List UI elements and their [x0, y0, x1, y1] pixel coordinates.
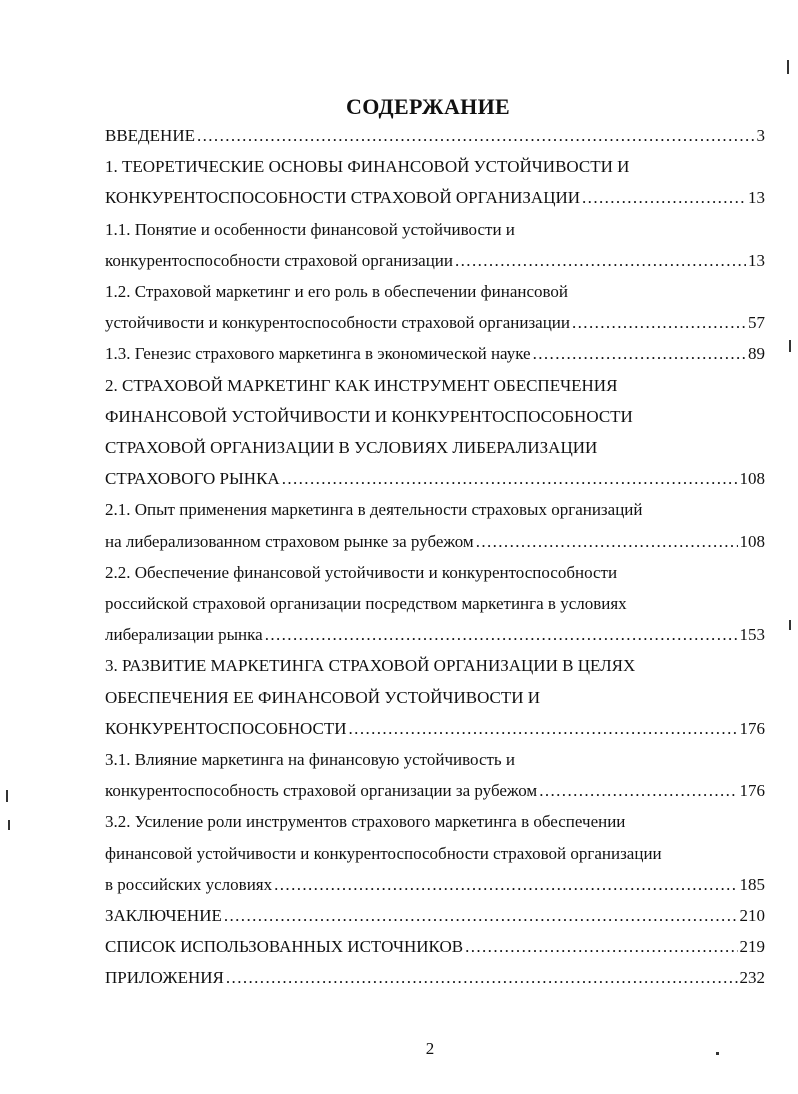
toc-entry-line [105, 843, 662, 865]
dot-leader [582, 187, 746, 209]
toc-entry-text: 3.2. Усиление роли инструментов страхового маркетинга в обеспечении [105, 812, 626, 832]
toc-page-number: 89 [748, 344, 765, 364]
toc-entry-line [105, 281, 568, 303]
toc-entry [105, 531, 765, 553]
toc-page-number: 108 [739, 531, 765, 551]
toc-entry-text: российской страховой организации посредством маркетинга в условиях [105, 594, 627, 613]
scan-speck [716, 1052, 719, 1055]
toc-entry-line [105, 811, 625, 833]
toc-entry [105, 967, 765, 989]
toc-entry-text: финансовой устойчивости и конкурентоспособности страховой организации [105, 843, 662, 863]
toc-entry-line [105, 437, 597, 459]
toc-entry-text: конкурентоспособность страховой организации за рубежом [105, 781, 538, 801]
dot-leader [476, 531, 738, 553]
toc-page-number: 185 [739, 874, 765, 894]
scan-speck [789, 340, 791, 352]
toc-entry-text: КОНКУРЕНТОСПОСОБНОСТИ СТРАХОВОЙ ОРГАНИЗАЦИИ [105, 188, 581, 208]
toc-entry-line [105, 687, 540, 709]
dot-leader [274, 874, 737, 896]
toc-entry-line [105, 562, 617, 584]
toc-entry [105, 874, 765, 896]
toc-entry [105, 312, 765, 334]
toc-entry [105, 125, 765, 147]
toc-entry-text: 1.2. Страховой маркетинг и его роль в обеспечении финансовой [105, 282, 569, 301]
toc-page-number: 153 [739, 625, 765, 645]
toc-entry-text: устойчивости и конкурентоспособности страховой организации [105, 313, 570, 333]
toc-entry-line [105, 406, 633, 428]
toc-entry-text: 2.1. Опыт применения маркетинга в деятельности страховых организаций [105, 500, 643, 520]
toc-entry-line [105, 156, 629, 178]
dot-leader [226, 967, 738, 989]
scan-speck [787, 60, 789, 74]
toc-entry [105, 250, 765, 272]
toc-page-number: 57 [748, 313, 765, 333]
toc-entry-text: ПРИЛОЖЕНИЯ [105, 968, 224, 988]
toc-entry [105, 187, 765, 209]
toc-entry-text: 2. СТРАХОВОЙ МАРКЕТИНГ КАК ИНСТРУМЕНТ ОБЕСПЕЧЕНИЯ [105, 375, 618, 395]
scan-speck [6, 790, 8, 802]
toc-page-number: 232 [739, 968, 765, 988]
toc-entry-text: либерализации рынка [105, 625, 263, 645]
dot-leader [197, 125, 755, 147]
toc-entry-text: 1.3. Генезис страхового маркетинга в экономической науке [105, 344, 531, 364]
toc-entry-line [105, 375, 617, 397]
dot-leader [455, 250, 746, 272]
toc-entry-text: 3. РАЗВИТИЕ МАРКЕТИНГА СТРАХОВОЙ ОРГАНИЗАЦИИ В ЦЕЛЯХ [105, 656, 636, 676]
toc-entry [105, 936, 765, 958]
dot-leader [282, 468, 738, 490]
toc-entry-text: СТРАХОВОЙ ОРГАНИЗАЦИИ В УСЛОВИЯХ ЛИБЕРАЛИЗАЦИИ [105, 438, 598, 457]
toc-entry-text: в российских условиях [105, 874, 273, 894]
toc-entry [105, 780, 765, 802]
scan-speck [789, 620, 791, 630]
toc-entry [105, 905, 765, 927]
toc-entry-text: 3.1. Влияние маркетинга на финансовую устойчивость и [105, 750, 516, 769]
toc-page-number: 13 [748, 188, 765, 208]
dot-leader [533, 343, 746, 365]
page-number: 2 [425, 1039, 435, 1058]
toc-entry-text: КОНКУРЕНТОСПОСОБНОСТИ [105, 718, 347, 738]
toc-entry-text: ОБЕСПЕЧЕНИЯ ЕЕ ФИНАНСОВОЙ УСТОЙЧИВОСТИ И [105, 687, 541, 707]
dot-leader [572, 312, 746, 334]
toc-entry-text: ФИНАНСОВОЙ УСТОЙЧИВОСТИ И КОНКУРЕНТОСПОСОБНОСТИ [105, 406, 633, 426]
dot-leader [349, 718, 738, 740]
page-title: СОДЕРЖАНИЕ [346, 94, 510, 119]
toc-entry-text: ВВЕДЕНИЕ [105, 126, 195, 145]
toc-page-number: 3 [756, 126, 765, 145]
toc-entry-line [105, 499, 642, 521]
toc-entry [105, 343, 765, 365]
toc-entry-text: 1. ТЕОРЕТИЧЕСКИЕ ОСНОВЫ ФИНАНСОВОЙ УСТОЙЧИВОСТИ И [105, 157, 630, 177]
toc-page-number: 210 [739, 906, 765, 925]
dot-leader [265, 624, 738, 646]
toc-entry-line [105, 655, 635, 677]
toc-entry [105, 624, 765, 646]
toc-entry-text: ЗАКЛЮЧЕНИЕ [105, 906, 222, 925]
toc-entry [105, 718, 765, 740]
toc-entry-line [105, 219, 515, 241]
toc-entry-text: на либерализованном страховом рынке за рубежом [105, 531, 474, 551]
toc-entry-text: СПИСОК ИСПОЛЬЗОВАННЫХ ИСТОЧНИКОВ [105, 937, 464, 957]
toc-entry-line [105, 749, 515, 771]
toc-entry-text: СТРАХОВОГО РЫНКА [105, 469, 280, 489]
toc-page-number: 108 [739, 469, 765, 489]
dot-leader [465, 936, 737, 958]
toc-entry-text: 2.2. Обеспечение финансовой устойчивости и конкурентоспособности [105, 562, 618, 582]
toc-page-number: 13 [748, 250, 765, 270]
toc-page-number: 176 [739, 781, 765, 801]
toc-page-number: 219 [739, 937, 765, 957]
dot-leader [539, 780, 737, 802]
toc-entry [105, 468, 765, 490]
toc-entry-text: 1.1. Понятие и особенности финансовой устойчивости и [105, 219, 515, 239]
toc-entry-line [105, 593, 627, 615]
scan-speck [8, 820, 10, 830]
toc-page-number: 176 [739, 718, 765, 738]
dot-leader [224, 905, 738, 927]
toc-entry-text: конкурентоспособности страховой организации [105, 250, 453, 270]
